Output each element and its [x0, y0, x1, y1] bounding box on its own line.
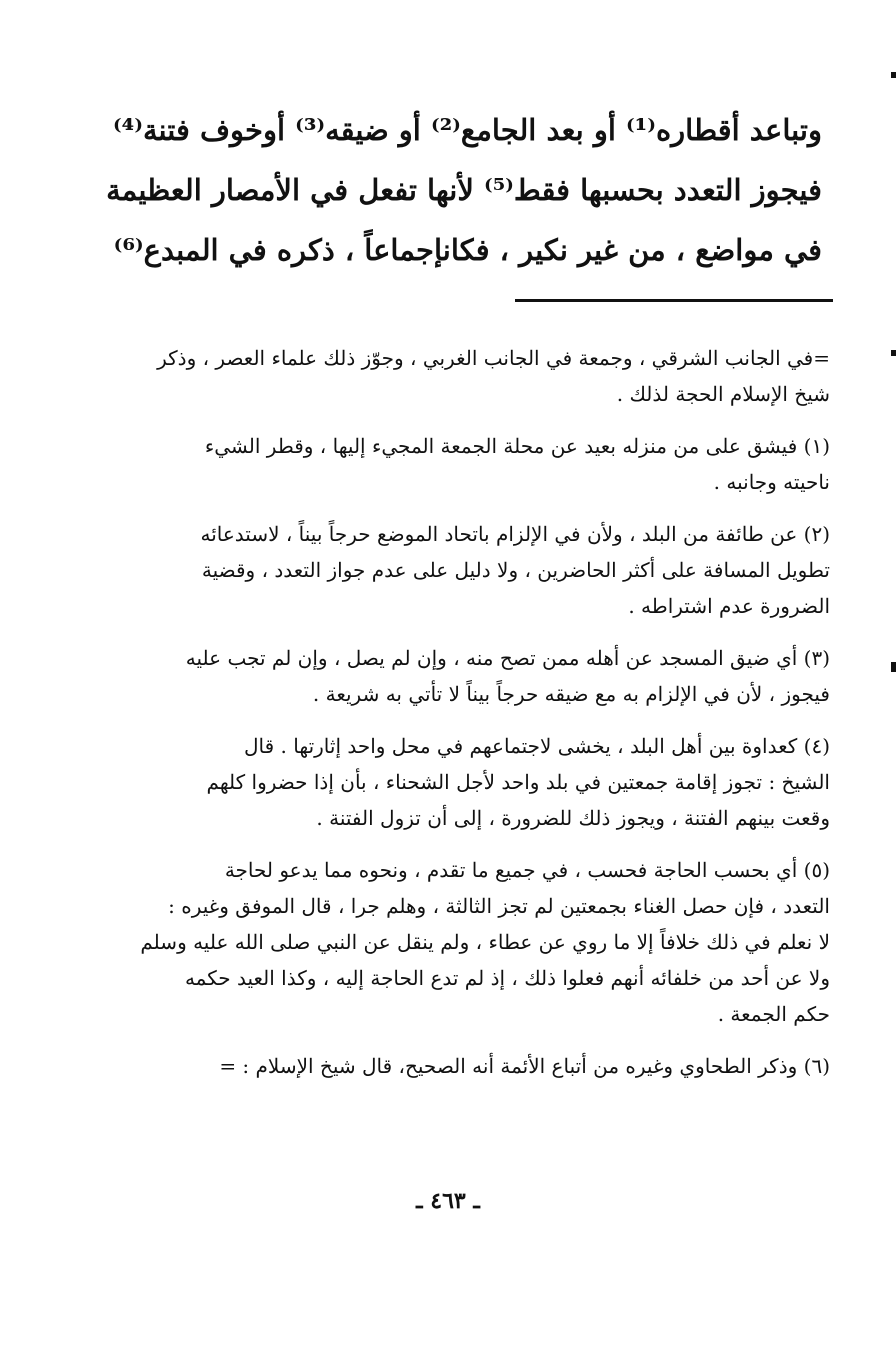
footnote-1 — [100, 428, 830, 500]
footnote-line: (٦) وذكر الطحاوي وغيره من أتباع الأئمة أنه الصحيح، قال شيخ الإسلام : = — [219, 1054, 830, 1078]
footnotes-block — [100, 340, 830, 1100]
footnote-6 — [100, 1048, 830, 1084]
footnote-line: (١) فيشق على من منزله بعيد عن محلة الجمعة المجيء إليها ، وقطر الشيء — [204, 434, 830, 458]
footnote-2 — [100, 516, 830, 624]
scan-edge-mark — [891, 350, 896, 356]
footnote-line: حكم الجمعة . — [717, 1002, 830, 1026]
footnote-line: (٥) أي بحسب الحاجة فحسب ، في جميع ما تقدم ، ونحوه مما يدعو لحاجة — [224, 858, 830, 882]
scan-edge-mark — [891, 662, 896, 672]
footnote-continuation — [100, 340, 830, 412]
footnote-line: ناحيته وجانبه . — [713, 470, 830, 494]
main-text-line: وتباعد أقطاره⁽¹⁾ أو بعد الجامع⁽²⁾ أو ضيقه⁽³⁾ أوخوف فتنة⁽⁴⁾ — [113, 113, 822, 147]
page-number: ـ ٤٦٣ ـ — [416, 1188, 480, 1214]
footnote-line: تطويل المسافة على أكثر الحاضرين ، ولا دليل على عدم جواز التعدد ، وقضية — [201, 558, 830, 582]
main-text-line: في مواضع ، من غير نكير ، فكانإجماعاً ، ذكره في المبدع⁽⁶⁾ — [113, 233, 822, 267]
footnote-line: وقعت بينهم الفتنة ، ويجوز ذلك للضرورة ، إلى أن تزول الفتنة . — [316, 806, 830, 830]
footnote-line: الضرورة عدم اشتراطه . — [628, 594, 830, 618]
footnote-line: ولا عن أحد من خلفائه أنهم فعلوا ذلك ، إذ لم تدع الحاجة إليه ، وكذا العيد حكمه — [184, 966, 830, 990]
footnote-line: (٣) أي ضيق المسجد عن أهله ممن تصح منه ، وإن لم يصل ، وإن لم تجب عليه — [185, 646, 830, 670]
footnote-line: التعدد ، فإن حصل الغناء بجمعتين لم تجز الثالثة ، وهلم جرا ، قال الموفق وغيره : — [168, 894, 830, 918]
scan-edge-mark — [891, 72, 896, 78]
footnote-5 — [100, 852, 830, 1032]
footnote-4 — [100, 728, 830, 836]
footnote-line: =في الجانب الشرقي ، وجمعة في الجانب الغربي ، وجوّز ذلك علماء العصر ، وذكر — [157, 346, 830, 370]
footnote-line: (٢) عن طائفة من البلد ، ولأن في الإلزام باتحاد الموضع حرجاً بيناً ، لاستدعائه — [200, 522, 830, 546]
footnote-separator — [515, 299, 833, 302]
main-text-block — [100, 100, 822, 280]
footnote-line: فيجوز ، لأن في الإلزام به مع ضيقه حرجاً بيناً لا تأتي به شريعة . — [312, 682, 830, 706]
footnote-line: (٤) كعداوة بين أهل البلد ، يخشى لاجتماعهم في محل واحد إثارتها . قال — [244, 734, 830, 758]
footnote-line: لا نعلم في ذلك خلافاً إلا ما روي عن عطاء ، ولم ينقل عن النبي صلى الله عليه وسلم — [140, 930, 830, 954]
footnote-line: الشيخ : تجوز إقامة جمعتين في بلد واحد لأجل الشحناء ، بأن إذا حضروا كلهم — [206, 770, 830, 794]
footnote-line: شيخ الإسلام الحجة لذلك . — [616, 382, 830, 406]
main-text-line: فيجوز التعدد بحسبها فقط⁽⁵⁾ لأنها تفعل في الأمصار العظيمة — [106, 173, 822, 207]
footnote-3 — [100, 640, 830, 712]
